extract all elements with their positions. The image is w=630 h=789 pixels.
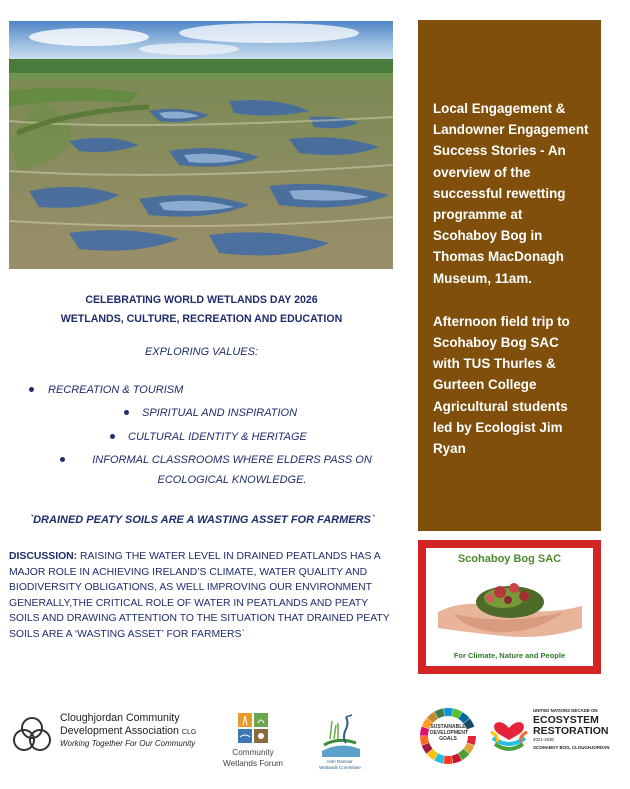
sac-card-tagline: For Climate, Nature and People (453, 651, 566, 660)
eco-title (533, 715, 608, 737)
ccda-logo (12, 712, 212, 752)
hero-photo (9, 21, 393, 269)
sac-card-inner (426, 548, 593, 666)
bullet-icon (110, 434, 115, 439)
eco-title-line-1: ECOSYSTEM (533, 714, 599, 726)
value-item-label: INFORMAL CLASSROOMS WHERE ELDERS PASS ON ECOLOGICAL KNOWLEDGE. (92, 454, 372, 486)
irc-label-line-2: Wetlands Committee (319, 764, 361, 770)
headline-line-2: WETLANDS, CULTURE, RECREATION AND EDUCATION (60, 313, 343, 325)
value-item-label: SPIRITUAL AND INSPIRATION (142, 407, 298, 419)
bullet-icon (60, 457, 65, 462)
event-headline (30, 291, 373, 329)
quote-headline: `DRAINED PEATY SOILS ARE A WASTING ASSET FOR FARMERS` (29, 514, 375, 526)
sac-card-title: Scohaboy Bog SAC (457, 553, 562, 565)
community-wetlands-forum-logo (215, 713, 291, 775)
headline-line-1: CELEBRATING WORLD WETLANDS DAY 2026 (85, 294, 318, 306)
afternoon-trip-text: Afternoon field trip to Scohaboy Bog SAC with TUS Thurles & Gurteen College Agricultural students led by Ecologist Jim Ryan (433, 313, 570, 457)
value-item (72, 450, 392, 490)
value-item (128, 427, 307, 447)
ecosystem-restoration-logo (489, 704, 610, 762)
sdg-logo (418, 706, 478, 766)
cwf-label-line-2: Wetlands Forum (223, 759, 283, 768)
sdg-label (430, 724, 469, 742)
bullet-icon (29, 387, 34, 392)
event-details-panel (418, 20, 601, 531)
ccda-name-line-1: Cloughjordan Community (60, 712, 180, 724)
heron-wetland-icon (316, 711, 364, 757)
value-item (142, 403, 297, 423)
eco-place: SCOHABOY BOG, CLOUGHJORDAN (533, 745, 610, 750)
triquetra-icon (12, 714, 52, 754)
ccda-tagline: Working Together For Our Community (60, 739, 196, 748)
hands-holding-sphagnum-image (434, 568, 586, 644)
value-item-label: CULTURAL IDENTITY & HERITAGE (128, 431, 307, 443)
irish-ramsar-logo (316, 711, 364, 773)
values-title: EXPLORING VALUES: (144, 346, 259, 358)
eco-top-label: UNITED NATIONS DECADE ON (533, 708, 598, 713)
eco-years: 2021-2030 (533, 737, 554, 742)
discussion-text: RAISING THE WATER LEVEL IN DRAINED PEATLANDS HAS A MAJOR ROLE IN ACHIEVING IRELAND’S CLIMATE, WATER QUALITY AND BIODIVERSITY OBLIGATIONS, AS WELL IMPROVING OUR ENVIRONMENT GENERALLY,THE CRITICAL ROLE OF WATER IN PEATLANDS AND PEATY SOILS AND DRAWING ATTENTION TO THE SITUATION THAT DRAINED PEATY SOILS ARE A ‘WASTING ASSET’ FOR FARMERS` (9, 551, 390, 640)
ccda-name-line-2: Development Association (60, 725, 179, 737)
discussion-paragraph (9, 549, 401, 642)
value-item (48, 380, 183, 400)
heart-hands-icon (489, 710, 529, 756)
irc-label-line-1: Irish Ramsar (327, 759, 353, 764)
wetlands-forum-icon (238, 713, 268, 743)
bullet-icon (124, 410, 129, 415)
sdg-label-line-3: GOALS (439, 736, 457, 742)
morning-session-text: Local Engagement & Landowner Engagement Success Stories - An overview of the successful rewetting programme at Scohaboy Bog in Thomas MacDonagh Museum, 11am. (433, 101, 589, 286)
discussion-label: DISCUSSION: (9, 551, 78, 562)
sdg-label-line-2: DEVELOPMENT (430, 730, 469, 736)
irc-label (316, 759, 364, 770)
cwf-label (215, 747, 291, 769)
sdg-label-line-1: SUSTAINABLE (430, 724, 466, 730)
value-item-label: RECREATION & TOURISM (48, 384, 184, 396)
ccda-name (60, 712, 196, 739)
eco-title-line-2: RESTORATION (533, 725, 609, 737)
sac-card (418, 540, 601, 674)
ccda-suffix: CLG (181, 729, 197, 736)
cwf-label-line-1: Community (232, 748, 274, 757)
